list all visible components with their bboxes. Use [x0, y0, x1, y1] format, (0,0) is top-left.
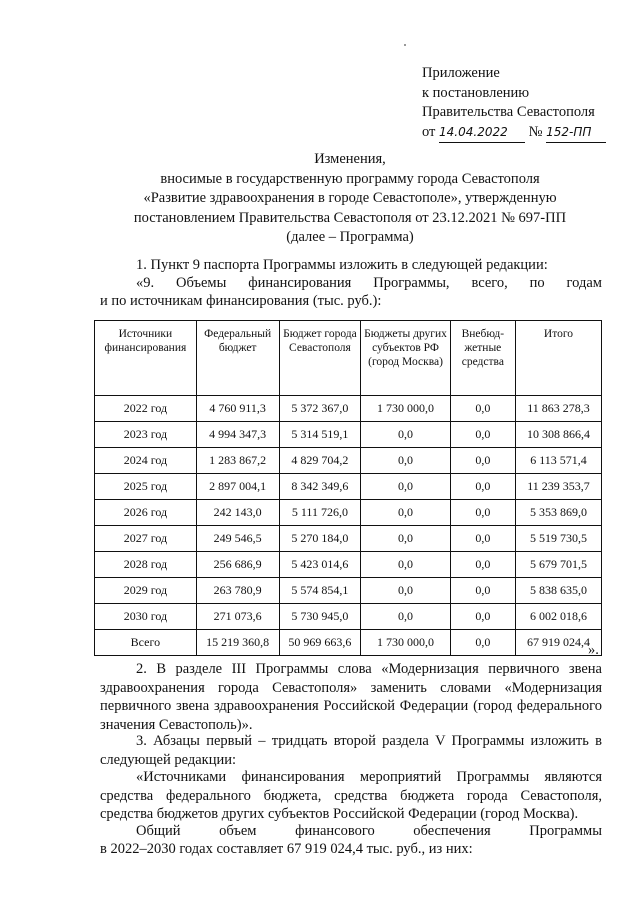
- from-label: от: [422, 123, 436, 140]
- quote-paragraph: «Источниками финансирования мероприятий Программы являются средства федерального бюджета, средства бюджета города Севастополя, средства бюджетов других субъектов Российской Федерации (город Москва).: [100, 769, 602, 822]
- table-cell: 0,0: [450, 448, 515, 474]
- table-row: [95, 630, 602, 656]
- last-word: Общий: [136, 823, 181, 839]
- table-cell: 67 919 024,4: [515, 630, 601, 656]
- appendix-block: [422, 64, 606, 143]
- table-cell: 6 113 571,4: [515, 448, 601, 474]
- table-cell: 271 073,6: [196, 604, 279, 630]
- table-cell: 1 730 000,0: [361, 630, 450, 656]
- table-cell: 4 994 347,3: [196, 422, 279, 448]
- last-word: объем: [219, 823, 257, 839]
- table-cell: 5 838 635,0: [515, 578, 601, 604]
- table-cell: 2025 год: [95, 474, 197, 500]
- quote-word: «9.: [136, 275, 155, 291]
- table-cell: 0,0: [361, 552, 450, 578]
- table-cell: 2024 год: [95, 448, 197, 474]
- table-cell: 5 679 701,5: [515, 552, 601, 578]
- table-cell: 242 143,0: [196, 500, 279, 526]
- table-row: [95, 552, 602, 578]
- table-cell: 6 002 018,6: [515, 604, 601, 630]
- table-cell: 256 686,9: [196, 552, 279, 578]
- table-row: [95, 500, 602, 526]
- table-cell: 0,0: [450, 474, 515, 500]
- table-cell: 0,0: [361, 578, 450, 604]
- table-cell: 10 308 866,4: [515, 422, 601, 448]
- appendix-line-3: Правительства Севастополя: [422, 104, 595, 120]
- table-cell: 15 219 360,8: [196, 630, 279, 656]
- table-cell: 2027 год: [95, 526, 197, 552]
- table-cell: 2022 год: [95, 396, 197, 422]
- table-cell: 249 546,5: [196, 526, 279, 552]
- quote-word: всего,: [471, 275, 508, 291]
- last-words: [136, 822, 602, 841]
- table-cell: 5 519 730,5: [515, 526, 601, 552]
- table-cell: 5 574 854,1: [279, 578, 361, 604]
- table-header-cell: Итого: [515, 321, 601, 396]
- item-1-quote-cont: и по источникам финансирования (тыс. руб.):: [100, 293, 382, 309]
- handwritten-number: 152-ПП: [546, 123, 606, 144]
- table-cell: 5 372 367,0: [279, 396, 361, 422]
- last-line: [136, 822, 602, 841]
- table-row: [95, 526, 602, 552]
- item-3-text: 3. Абзацы первый – тридцать второй раздела V Программы изложить в следующей редакции:: [100, 733, 602, 768]
- last-line-cont: в 2022–2030 годах составляет 67 919 024,4 тыс. руб., из них:: [100, 841, 473, 857]
- scan-speck: [404, 44, 406, 46]
- table-row: [95, 448, 602, 474]
- table-cell: 2023 год: [95, 422, 197, 448]
- table-cell: 2029 год: [95, 578, 197, 604]
- table-cell: 0,0: [361, 604, 450, 630]
- table-cell: 1 283 867,2: [196, 448, 279, 474]
- table-cell: 2 897 004,1: [196, 474, 279, 500]
- quote-word: Программы,: [373, 275, 450, 291]
- table-header-row: [95, 321, 602, 396]
- table-cell: 50 969 663,6: [279, 630, 361, 656]
- appendix-line-2: к постановлению: [422, 84, 530, 101]
- table-header-cell: Бюджет города Севастополя: [279, 321, 361, 396]
- table-cell: 5 730 945,0: [279, 604, 361, 630]
- table-cell: 0,0: [450, 500, 515, 526]
- table-cell: 0,0: [361, 448, 450, 474]
- table-cell: 8 342 349,6: [279, 474, 361, 500]
- table-cell: 4 760 911,3: [196, 396, 279, 422]
- table-body: [95, 396, 602, 656]
- quote-word: годам: [566, 275, 602, 291]
- quote-word: финансирования: [248, 275, 352, 291]
- table-cell: 5 423 014,6: [279, 552, 361, 578]
- table-cell: 263 780,9: [196, 578, 279, 604]
- item-2-text: 2. В разделе III Программы слова «Модернизация первичного звена здравоохранения города Севастополя» заменить словами «Модернизация первичного звена здравоохранения Российской Федерации (город федерального значения Севастополь)».: [100, 661, 602, 733]
- appendix-date-line: [422, 123, 606, 144]
- table-cell: 2030 год: [95, 604, 197, 630]
- table-cell: 0,0: [450, 578, 515, 604]
- appendix-line-1: Приложение: [422, 65, 500, 81]
- table-cell: 5 111 726,0: [279, 500, 361, 526]
- table-cell: 0,0: [361, 422, 450, 448]
- heading-line-1: Изменения,: [314, 151, 386, 167]
- table-cell: 11 239 353,7: [515, 474, 601, 500]
- table-cell: 0,0: [450, 422, 515, 448]
- quote-word: Объемы: [176, 275, 227, 291]
- table-cell: 5 353 869,0: [515, 500, 601, 526]
- table-row: [95, 474, 602, 500]
- table-cell: 0,0: [450, 630, 515, 656]
- table-header-cell: Внебюд-жетные средства: [450, 321, 515, 396]
- table-cell: 0,0: [361, 500, 450, 526]
- table-cell: 2026 год: [95, 500, 197, 526]
- last-word: Программы: [529, 823, 602, 839]
- last-word: обеспечения: [413, 823, 491, 839]
- table-cell: 5 314 519,1: [279, 422, 361, 448]
- table-cell: 1 730 000,0: [361, 396, 450, 422]
- number-label: №: [528, 123, 543, 140]
- table-cell: 0,0: [450, 604, 515, 630]
- table-row: [95, 578, 602, 604]
- table-cell: 0,0: [450, 526, 515, 552]
- table-cell: 11 863 278,3: [515, 396, 601, 422]
- quote-words: [136, 274, 602, 293]
- table-cell: 0,0: [450, 552, 515, 578]
- table-row: [95, 396, 602, 422]
- table-header-cell: Федеральный бюджет: [196, 321, 279, 396]
- document-heading: [100, 150, 600, 248]
- heading-line-5: (далее – Программа): [286, 229, 414, 245]
- table-header-cell: Источники финансирования: [95, 321, 197, 396]
- heading-line-2: вносимые в государственную программу города Севастополя: [160, 170, 540, 187]
- heading-line-4: постановлением Правительства Севастополя от 23.12.2021 № 697-ПП: [133, 209, 567, 226]
- table-row: [95, 422, 602, 448]
- table-header-cell: Бюджеты других субъектов РФ (город Москва): [361, 321, 450, 396]
- table-cell: 2028 год: [95, 552, 197, 578]
- item-1-quote-line: [136, 274, 602, 293]
- table-cell: 0,0: [361, 526, 450, 552]
- last-word: финансового: [295, 823, 375, 839]
- table-cell: 0,0: [450, 396, 515, 422]
- table-cell: 0,0: [361, 474, 450, 500]
- handwritten-date: 14.04.2022: [439, 123, 525, 144]
- table-cell: Всего: [95, 630, 197, 656]
- item-1-text: 1. Пункт 9 паспорта Программы изложить в следующей редакции:: [136, 257, 548, 273]
- financing-table: [94, 320, 602, 656]
- table-cell: 5 270 184,0: [279, 526, 361, 552]
- table-cell: 4 829 704,2: [279, 448, 361, 474]
- heading-line-3: «Развитие здравоохранения в городе Севастополе», утвержденную: [143, 190, 557, 206]
- table-row: [95, 604, 602, 630]
- end-quote: ».: [588, 642, 599, 658]
- quote-word: по: [529, 275, 545, 291]
